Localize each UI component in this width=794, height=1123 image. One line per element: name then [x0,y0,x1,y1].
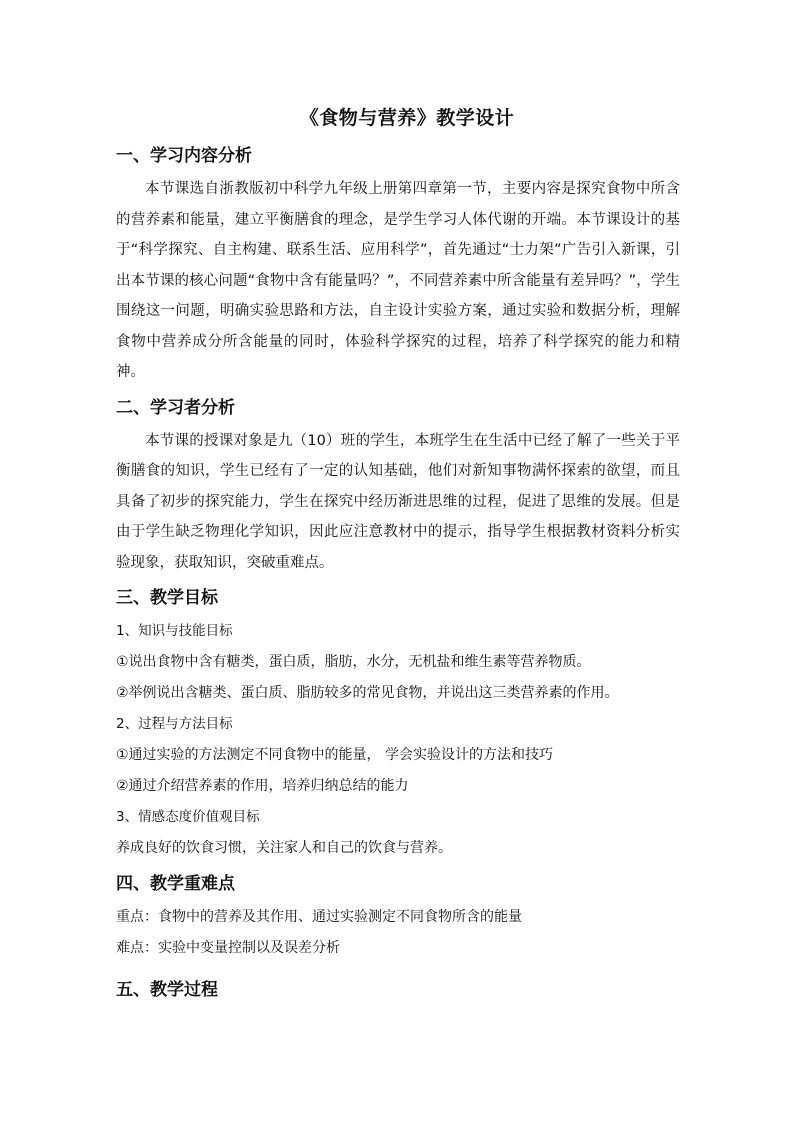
section-paragraph-content-analysis: 本节课选自浙教版初中科学九年级上册第四章第一节，主要内容是探究食物中所含的营养素和能量，建立平衡膳食的理念，是学生学习人体代谢的开端。本节课设计的基于“科学探究、自主构建、联系生活、应用科学”，首先通过“士力架”广告引入新课，引出本节课的核心问题“食物中含有能量吗？”，不同营养素中所含能量有差异吗？”，学生围绕这一问题，明确实验思路和方法，自主设计实验方案，通过实验和数据分析，理解食物中营养成分所含能量的同时，体验科学探究的过程，培养了科学探究的能力和精神。 [116,181,680,380]
goal-line: 1、知识与技能目标 [116,623,233,639]
section-heading-key-points: 四、教学重难点 [116,874,235,894]
document-page [116,100,680,1008]
goal-line: 2、过程与方法目标 [116,716,233,732]
goal-line: 3、情感态度价值观目标 [116,809,260,825]
section-heading-content-analysis: 一、学习内容分析 [116,146,252,166]
section-heading-teaching-goals: 三、教学目标 [116,588,218,608]
goal-line: 养成良好的饮食习惯，关注家人和自己的饮食与营养。 [116,840,452,856]
goal-line: ②通过介绍营养素的作用，培养归纳总结的能力 [116,778,409,794]
goal-line: ②举例说出含糖类、蛋白质、脂肪较多的常见食物，并说出这三类营养素的作用。 [116,685,619,701]
section-paragraph-learner-analysis: 本节课的授课对象是九（10）班的学生，本班学生在生活中已经了解了一些关于平衡膳食的知识，学生已经有了一定的认知基础，他们对新知事物满怀探索的欲望，而且具备了初步的探究能力，学生在探究中经历渐进思维的过程，促进了思维的发展。但是由于学生缺乏物理化学知识，因此应注意教材中的提示，指导学生根据教材资料分析实验现象，获取知识，突破重难点。 [116,432,680,571]
document-title: 《食物与营养》教学设计 [299,107,515,129]
section-heading-teaching-process: 五、教学过程 [116,980,218,1000]
goal-line: ①通过实验的方法测定不同食物中的能量， 学会实验设计的方法和技巧 [116,747,553,763]
key-point-line: 难点：实验中变量控制以及误差分析 [116,940,340,956]
key-point-line: 重点：食物中的营养及其作用、通过实验测定不同食物所含的能量 [116,909,522,925]
section-heading-learner-analysis: 二、学习者分析 [116,397,235,418]
goal-line: ①说出食物中含有糖类，蛋白质，脂肪，水分，无机盐和维生素等营养物质。 [116,654,591,670]
